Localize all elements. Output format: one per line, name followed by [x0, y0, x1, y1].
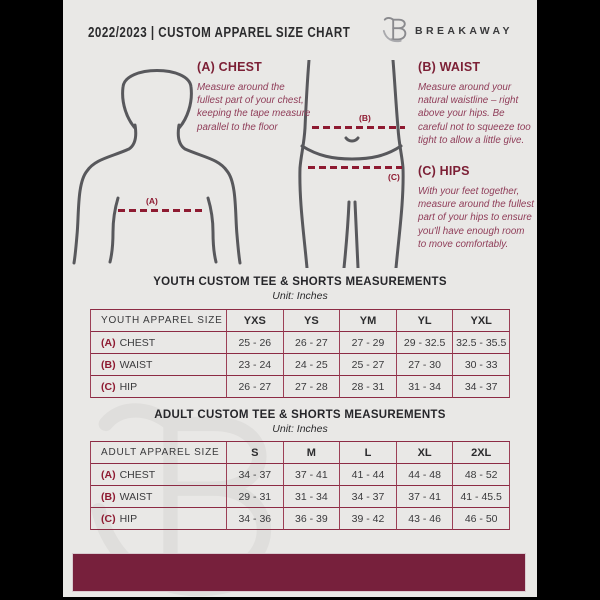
table-cell: 27 - 30: [397, 354, 454, 376]
brand-name: BREAKAWAY: [415, 25, 513, 37]
table-cell: 41 - 44: [340, 464, 397, 486]
table-cell: 26 - 27: [227, 376, 284, 398]
chest-guide-heading: (A) CHEST: [197, 60, 262, 74]
youth-row-label: [91, 332, 227, 354]
adult-size-col-header: L: [340, 442, 397, 464]
table-cell: 46 - 50: [453, 508, 510, 530]
size-chart-document: [63, 0, 537, 597]
page-title: 2022/2023 | CUSTOM APPAREL SIZE CHART: [88, 25, 351, 41]
hips-guide: [418, 164, 534, 251]
table-cell: 44 - 48: [397, 464, 454, 486]
adult-table-name-header: ADULT APPAREL SIZE: [91, 442, 227, 464]
row-key: (B): [101, 358, 116, 371]
adult-size-col-header: M: [284, 442, 341, 464]
table-cell: 30 - 33: [453, 354, 510, 376]
table-cell: 41 - 45.5: [453, 486, 510, 508]
hips-guide-body: With your feet together, measure around the fullest part of your hips to ensure you'll have enough room to move comfortably.: [418, 186, 534, 250]
youth-size-col-header: YS: [284, 310, 341, 332]
row-key: (B): [101, 490, 116, 503]
breakaway-logo-icon: [381, 15, 411, 45]
youth-row-label: [91, 354, 227, 376]
document-content: [63, 0, 537, 597]
youth-table-name-header: YOUTH APPAREL SIZE: [91, 310, 227, 332]
row-label-text: HIP: [119, 512, 138, 525]
table-cell: 29 - 32.5: [397, 332, 454, 354]
table-cell: 31 - 34: [284, 486, 341, 508]
row-key: (A): [101, 468, 116, 481]
table-cell: 24 - 25: [284, 354, 341, 376]
adult-row-label: [91, 508, 227, 530]
table-cell: 23 - 24: [227, 354, 284, 376]
adult-row-label: [91, 464, 227, 486]
youth-size-table: [90, 309, 510, 398]
adult-size-col-header: 2XL: [453, 442, 510, 464]
youth-size-col-header: YXL: [453, 310, 510, 332]
row-label-text: HIP: [119, 380, 138, 393]
youth-size-col-header: YXS: [227, 310, 284, 332]
footer-accent-bar: [72, 553, 526, 592]
waist-line-label: (B): [359, 113, 371, 123]
youth-table-unit: Unit: Inches: [272, 290, 328, 302]
adult-size-col-header: XL: [397, 442, 454, 464]
adult-table-title: ADULT CUSTOM TEE & SHORTS MEASUREMENTS: [154, 409, 446, 421]
table-cell: 31 - 34: [397, 376, 454, 398]
adult-size-table: [90, 441, 510, 530]
chest-line-label: (A): [146, 196, 158, 206]
chest-guide: [197, 60, 311, 134]
waist-guide-body: Measure around your natural waistline – right above your hips. Be careful not to squeeze too tight to allow a little give.: [418, 82, 531, 146]
table-cell: 48 - 52: [453, 464, 510, 486]
chest-guide-body: Measure around the fullest part of your chest, keeping the tape measure parallel to the floor: [197, 82, 311, 133]
table-cell: 25 - 27: [340, 354, 397, 376]
table-cell: 34 - 36: [227, 508, 284, 530]
youth-row-label: [91, 376, 227, 398]
youth-size-col-header: YL: [397, 310, 454, 332]
row-label-text: WAIST: [119, 358, 153, 371]
table-cell: 34 - 37: [453, 376, 510, 398]
youth-table-title: YOUTH CUSTOM TEE & SHORTS MEASUREMENTS: [153, 276, 447, 288]
youth-size-col-header: YM: [340, 310, 397, 332]
table-cell: 36 - 39: [284, 508, 341, 530]
row-key: (C): [101, 380, 116, 393]
waist-measure-dashed-line: [312, 126, 405, 129]
hips-guide-heading: (C) HIPS: [418, 164, 470, 178]
row-label-text: WAIST: [119, 490, 153, 503]
table-cell: 32.5 - 35.5: [453, 332, 510, 354]
adult-row-label: [91, 486, 227, 508]
waist-hips-figure-illustration: [298, 60, 410, 268]
table-cell: 26 - 27: [284, 332, 341, 354]
adult-size-col-header: S: [227, 442, 284, 464]
adult-table-unit: Unit: Inches: [272, 423, 328, 435]
row-label-text: CHEST: [119, 336, 156, 349]
table-cell: 34 - 37: [227, 464, 284, 486]
table-cell: 29 - 31: [227, 486, 284, 508]
table-cell: 28 - 31: [340, 376, 397, 398]
table-cell: 37 - 41: [284, 464, 341, 486]
waist-guide-heading: (B) WAIST: [418, 60, 481, 74]
row-label-text: CHEST: [119, 468, 156, 481]
table-cell: 25 - 26: [227, 332, 284, 354]
table-cell: 34 - 37: [340, 486, 397, 508]
table-cell: 43 - 46: [397, 508, 454, 530]
row-key: (A): [101, 336, 116, 349]
table-cell: 37 - 41: [397, 486, 454, 508]
hips-line-label: (C): [388, 172, 400, 182]
table-cell: 39 - 42: [340, 508, 397, 530]
table-cell: 27 - 28: [284, 376, 341, 398]
waist-guide: [418, 60, 534, 147]
row-key: (C): [101, 512, 116, 525]
hips-measure-dashed-line: [308, 166, 402, 169]
table-cell: 27 - 29: [340, 332, 397, 354]
chest-measure-dashed-line: [118, 209, 206, 212]
